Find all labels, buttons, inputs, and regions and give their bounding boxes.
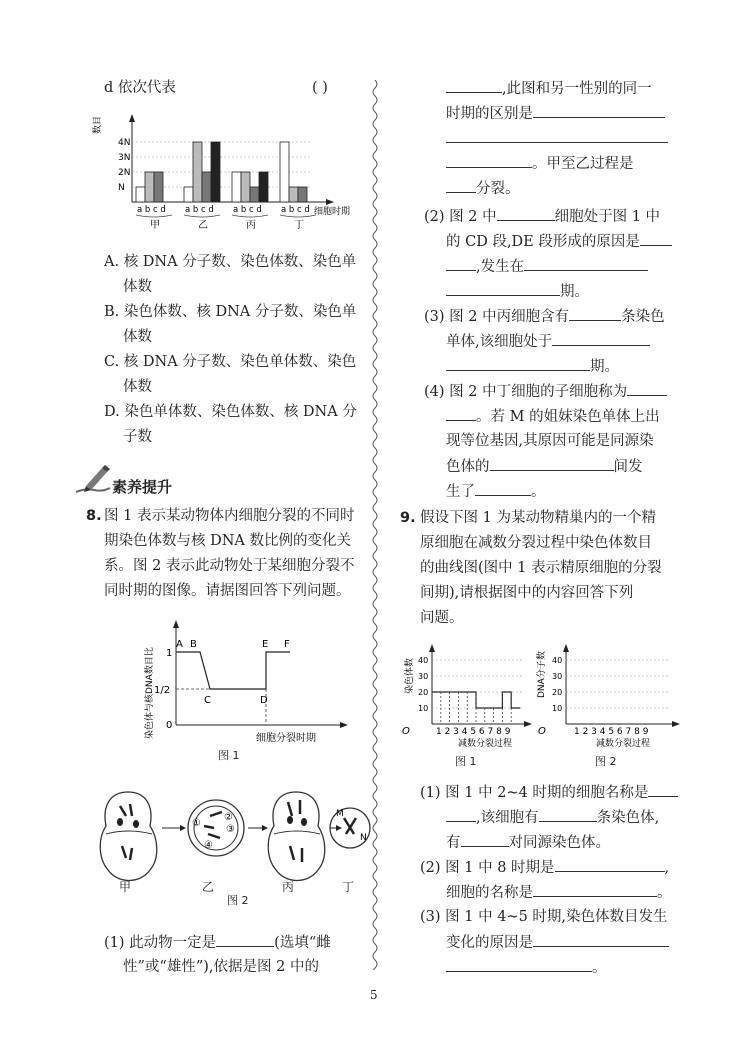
page-number: 5 xyxy=(370,988,378,1002)
bar-乙-d xyxy=(211,142,220,202)
r-blank4[interactable] xyxy=(446,153,532,168)
bar-甲-b xyxy=(145,172,154,202)
r-blank1[interactable] xyxy=(446,78,502,93)
q4-blank2[interactable] xyxy=(446,406,476,421)
q9-2-line1: (2) 图 1 中 8 时期是 , xyxy=(420,857,669,878)
chart2-ytick: 40 xyxy=(552,656,563,665)
q9-1-blank1[interactable] xyxy=(648,782,678,797)
option-b-line1[interactable]: B. 染色体数、核 DNA 分子数、染色单 xyxy=(104,304,357,320)
cell-yi xyxy=(188,800,244,856)
chart2-ytick: 10 xyxy=(552,704,563,713)
bar-sublabels: a b c d xyxy=(185,205,214,215)
option-d-line2: 子数 xyxy=(123,429,152,445)
bar-ytick: 2N xyxy=(118,168,131,178)
r-line4: 。甲至乙过程是 xyxy=(446,153,634,174)
chart1-ytick: 30 xyxy=(418,672,429,681)
bar-brace xyxy=(184,215,220,217)
chart2-caption: 图 2 xyxy=(595,755,617,768)
q9-line4: 间期),请根据图中的内容回答下列 xyxy=(420,585,634,601)
q8-number: 8. xyxy=(86,508,102,524)
chart1-ylabel: 染色体数 xyxy=(405,657,415,694)
chart2-xticks: 1 2 3 4 5 6 7 8 9 xyxy=(574,727,649,737)
bar-丙-d xyxy=(259,172,268,202)
q3-line3: 期。 xyxy=(446,356,619,377)
q9-1-line1: (1) 图 1 中 2~4 时期的细胞名称是 xyxy=(420,782,678,803)
q2-blank3[interactable] xyxy=(446,256,476,271)
bar-group-label: 乙 xyxy=(198,220,208,231)
bar-丙-b xyxy=(241,172,250,202)
q8-line3: 系。图 2 表示此动物处于某细胞分裂不 xyxy=(104,558,355,574)
figure1-ratio-chart xyxy=(140,614,360,764)
q2-line3: ,发生在 xyxy=(446,256,648,277)
chart2-ytick: 20 xyxy=(552,688,563,697)
fig1-point-A: A xyxy=(176,639,183,650)
answer-paren: ( ) xyxy=(312,80,328,96)
q4-blank1[interactable] xyxy=(627,381,667,396)
q9-2-line2: 细胞的名称是 。 xyxy=(446,882,672,903)
q8-line4: 同时期的图像。请据图回答下列问题。 xyxy=(104,583,351,599)
bar-sublabels: a b c d xyxy=(137,205,166,215)
option-a-line1[interactable]: A. 核 DNA 分子数、染色体数、染色单 xyxy=(104,254,357,270)
bar-sublabels: a b c d xyxy=(281,205,310,215)
chart1-origin: O xyxy=(402,726,410,737)
fig1-y1: 1 xyxy=(166,648,173,659)
chart1-ytick: 10 xyxy=(418,704,429,713)
q8-1-line2: 性”或“雄性”),依据是图 2 中的 xyxy=(123,959,319,975)
bar-甲-c xyxy=(154,172,163,202)
bar-brace xyxy=(232,215,268,217)
bar-chart-xlabel: 细胞时期 xyxy=(314,207,351,217)
q2-blank5[interactable] xyxy=(446,281,560,296)
q3-blank1[interactable] xyxy=(569,306,621,321)
option-b-line2: 体数 xyxy=(123,329,152,345)
r-line1: ,此图和另一性别的同一 xyxy=(446,78,652,99)
q4-blank3[interactable] xyxy=(490,456,614,471)
chart2-origin: O xyxy=(538,726,546,737)
option-c-line1[interactable]: C. 核 DNA 分子数、染色单体数、染色 xyxy=(104,354,357,370)
q2-blank2[interactable] xyxy=(640,231,672,246)
q2-line4: 期。 xyxy=(446,281,589,302)
cell-label-bing: 丙 xyxy=(282,880,295,894)
q2-line1: (2) 图 2 中 细胞处于图 1 中 xyxy=(424,206,660,227)
cell-label-yi: 乙 xyxy=(202,880,215,894)
q9-3-line1: (3) 图 1 中 4~5 时期,染色体数目发生 xyxy=(420,909,668,925)
figure2-cells xyxy=(92,786,372,896)
chart1-xlabel: 减数分裂过程 xyxy=(458,739,513,749)
bar-乙-b xyxy=(193,142,202,202)
q3-line1: (3) 图 2 中丙细胞含有 条染色 xyxy=(424,306,665,327)
q9-2-blank2[interactable] xyxy=(533,882,657,897)
q8-1-line1: (1) 此动物一定是 (选填“雌 xyxy=(104,932,331,953)
option-a-line2: 体数 xyxy=(123,279,152,295)
q2-blank1[interactable] xyxy=(497,206,555,221)
q9-1-blank4[interactable] xyxy=(461,832,509,847)
chart1-ytick: 20 xyxy=(418,688,429,697)
q4-line3: 现等位基因,其原因可能是同源染 xyxy=(446,433,654,449)
bar-乙-a xyxy=(184,187,193,202)
cell-m-label: M xyxy=(336,809,344,819)
fig1-caption: 图 1 xyxy=(218,749,240,762)
q9-1-line3: 有 对同源染色体。 xyxy=(446,832,610,853)
fig1-point-F: F xyxy=(284,639,290,650)
q9-3-line2: 变化的原因是 xyxy=(446,932,669,953)
r-line2: 时期的区别是 xyxy=(446,103,665,124)
cell-num-3: ③ xyxy=(226,824,235,835)
bar-brace xyxy=(136,215,172,217)
cell-num-1: ① xyxy=(192,818,201,829)
bar-丁-a xyxy=(280,142,289,202)
bar-group-label: 丁 xyxy=(294,220,304,231)
q9-number: 9. xyxy=(400,510,416,526)
fig1-point-D: D xyxy=(260,695,268,706)
chart1-xticks: 1 2 3 4 5 6 7 8 9 xyxy=(436,727,511,737)
chart2-ylabel: DNA分子数 xyxy=(537,651,547,698)
chart1-ytick: 40 xyxy=(418,656,429,665)
chromosome-chart xyxy=(398,638,548,758)
question-tail: d 依次代表 xyxy=(104,80,176,96)
bar-group-label: 甲 xyxy=(150,220,160,231)
q8-line2: 期染色体数与核 DNA 数比例的变化关 xyxy=(104,533,352,549)
q3-line2: 单体,该细胞处于 xyxy=(446,331,650,352)
q9-line3: 的曲线图(图中 1 表示精原细胞的分裂 xyxy=(420,560,662,576)
column-divider xyxy=(368,80,382,970)
fig1-point-B: B xyxy=(190,639,197,650)
cell-label-ding: 丁 xyxy=(342,880,355,894)
q9-line5: 问题。 xyxy=(420,610,464,626)
fig1-y0: 0 xyxy=(166,720,173,731)
q4-line2: 。若 M 的姐妹染色单体上出 xyxy=(446,406,660,427)
bar-ytick: N xyxy=(118,183,125,193)
q9-1-line2: ,该细胞有 条染色体, xyxy=(446,807,659,828)
r-line5: 分裂。 xyxy=(446,178,520,199)
q9-3-blank2[interactable] xyxy=(446,957,592,972)
q9-2-blank1[interactable] xyxy=(555,857,665,872)
fig1-line xyxy=(176,652,290,689)
bar-丁-b xyxy=(289,187,298,202)
cell-num-4: ④ xyxy=(204,840,213,851)
fig1-yhalf: 1/2 xyxy=(154,685,171,696)
fig1-ylabel: 染色体与核DNA数目比 xyxy=(145,647,155,739)
q9-3-line3: 。 xyxy=(446,957,607,978)
q9-line2: 原细胞在减数分裂过程中染色体数目 xyxy=(420,535,652,551)
q9-3-blank1[interactable] xyxy=(533,932,669,947)
q9-line1: 假设下图 1 为某动物精巢内的一个精 xyxy=(420,510,656,526)
bar-group-label: 丙 xyxy=(246,220,256,231)
option-c-line2: 体数 xyxy=(123,379,152,395)
chart1-caption: 图 1 xyxy=(455,755,477,768)
fig1-point-E: E xyxy=(262,639,269,650)
pen-icon xyxy=(72,462,112,496)
bar-chart xyxy=(92,110,372,235)
q3-blank3[interactable] xyxy=(446,356,590,371)
q9-1-blank2[interactable] xyxy=(446,807,476,822)
q8-line1: 图 1 表示某动物体内细胞分裂的不同时 xyxy=(104,508,355,524)
bar-sublabels: a b c d xyxy=(233,205,262,215)
q4-line4: 色体的 间发 xyxy=(446,456,643,477)
q4-line5: 生了 。 xyxy=(446,481,546,502)
bar-brace xyxy=(280,215,316,217)
q9-1-blank3[interactable] xyxy=(539,807,597,822)
bar-chart-ylabel: 数目 xyxy=(93,115,103,134)
r-line3 xyxy=(446,128,668,149)
cell-n-label: N xyxy=(360,833,367,843)
fig1-x-arrow xyxy=(340,722,348,728)
fig1-point-C: C xyxy=(204,695,211,706)
fig1-xlabel: 细胞分裂时期 xyxy=(256,733,316,744)
section-title: 素养提升 xyxy=(112,478,173,496)
r-blank2[interactable] xyxy=(533,103,665,118)
q8-1-blank1[interactable] xyxy=(216,932,274,947)
q4-line1: (4) 图 2 中丁细胞的子细胞称为 xyxy=(424,381,667,402)
bar-丁-c xyxy=(298,187,307,202)
q3-blank2[interactable] xyxy=(552,331,650,346)
chart2-xlabel: 减数分裂过程 xyxy=(596,739,651,749)
cell-jia xyxy=(100,792,157,881)
q4-blank4[interactable] xyxy=(475,481,531,496)
bar-丙-a xyxy=(232,172,241,202)
chart2-ytick: 30 xyxy=(552,672,563,681)
r-blank3[interactable] xyxy=(446,128,668,143)
bar-ytick: 3N xyxy=(118,153,131,163)
bar-x-arrow xyxy=(326,199,334,205)
bar-丙-c xyxy=(250,187,259,202)
bar-ytick: 4N xyxy=(118,138,131,148)
bar-乙-c xyxy=(202,172,211,202)
cell-num-2: ② xyxy=(224,812,233,823)
r-blank5[interactable] xyxy=(446,178,476,193)
bar-甲-a xyxy=(136,187,145,202)
dna-chart xyxy=(530,638,690,758)
bar-y-arrow xyxy=(129,114,135,122)
option-d-line1[interactable]: D. 染色单体数、染色体数、核 DNA 分 xyxy=(104,404,357,420)
fig1-y-arrow xyxy=(173,620,179,628)
cell-label-jia: 甲 xyxy=(119,880,132,894)
q2-blank4[interactable] xyxy=(524,256,648,271)
fig2-caption: 图 2 xyxy=(227,894,249,907)
q2-line2: 的 CD 段,DE 段形成的原因是 xyxy=(446,231,672,252)
cell-bing xyxy=(268,792,325,881)
